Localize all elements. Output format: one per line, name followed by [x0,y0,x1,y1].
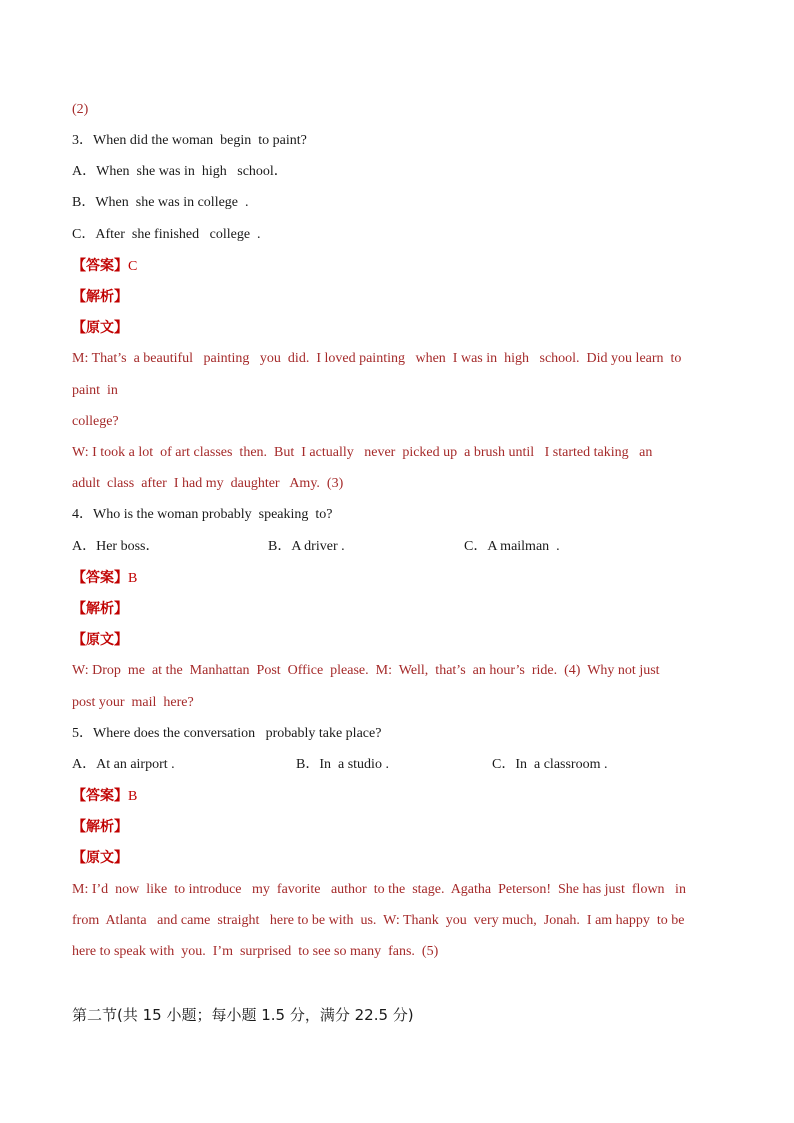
q5-option-c: C．In a classroom . [492,757,608,772]
answer-tag: 【答案】 [72,788,128,804]
fragment-label: (2) [72,102,89,117]
q5-option-b: B．In a studio . [296,757,389,772]
q5-original-tag [72,849,128,868]
q3-option-a: A．When she was in high school． [72,164,288,179]
answer-tag: 【答案】 [72,258,128,274]
q4-answer [72,569,137,588]
q3-transcript-line: M: That’s a beautiful painting you did. I loved painting when I was in high school. Did you learn to [72,351,682,366]
q3-question: 3．When did the woman begin to paint? [72,133,307,148]
answer-value: B [128,571,138,586]
q3-transcript-line: W: I took a lot of art classes then. But I actually never picked up a brush until I started taking an [72,445,653,460]
q5-option-a: A．At an airport . [72,757,175,772]
answer-tag: 【答案】 [72,570,128,586]
q3-option-b: B．When she was in college . [72,195,249,210]
q5-answer [72,787,137,806]
answer-value: B [128,789,138,804]
q4-question: 4．Who is the woman probably speaking to? [72,507,333,522]
analysis-tag: 【解析】 [72,819,128,835]
q3-answer [72,257,137,276]
q5-analysis-tag [72,818,128,837]
q5-transcript-line: from Atlanta and came straight here to be with us. W: Thank you very much, Jonah. I am happy to be [72,913,685,928]
q4-option-b: B．A driver . [268,539,345,554]
q3-option-c: C．After she finished college . [72,227,261,242]
q4-original-tag [72,631,128,650]
q3-transcript-line: paint in [72,383,118,398]
q4-transcript-line: W: Drop me at the Manhattan Post Office please. M: Well, that’s an hour’s ride. (4) Why not just [72,663,660,678]
q4-option-c: C．A mailman . [464,539,560,554]
section-heading: 第二节(共 15 小题；每小题 1.5 分，满分 22.5 分) [72,1006,414,1024]
q3-analysis-tag [72,288,128,307]
original-tag: 【原文】 [72,632,128,648]
q3-original-tag [72,319,128,338]
q5-transcript-line: here to speak with you. I’m surprised to see so many fans. (5) [72,944,439,959]
analysis-tag: 【解析】 [72,601,128,617]
q5-transcript-line: M: I’d now like to introduce my favorite author to the stage. Agatha Peterson! She has just flown in [72,882,686,897]
q4-option-a: A．Her boss． [72,539,160,554]
answer-value: C [128,259,138,274]
q3-transcript-line: adult class after I had my daughter Amy. (3) [72,476,344,491]
original-tag: 【原文】 [72,850,128,866]
analysis-tag: 【解析】 [72,289,128,305]
q3-transcript-line: college? [72,414,119,429]
q4-analysis-tag [72,600,128,619]
original-tag: 【原文】 [72,320,128,336]
q4-transcript-line: post your mail here? [72,695,194,710]
q5-question: 5．Where does the conversation probably take place? [72,726,382,741]
